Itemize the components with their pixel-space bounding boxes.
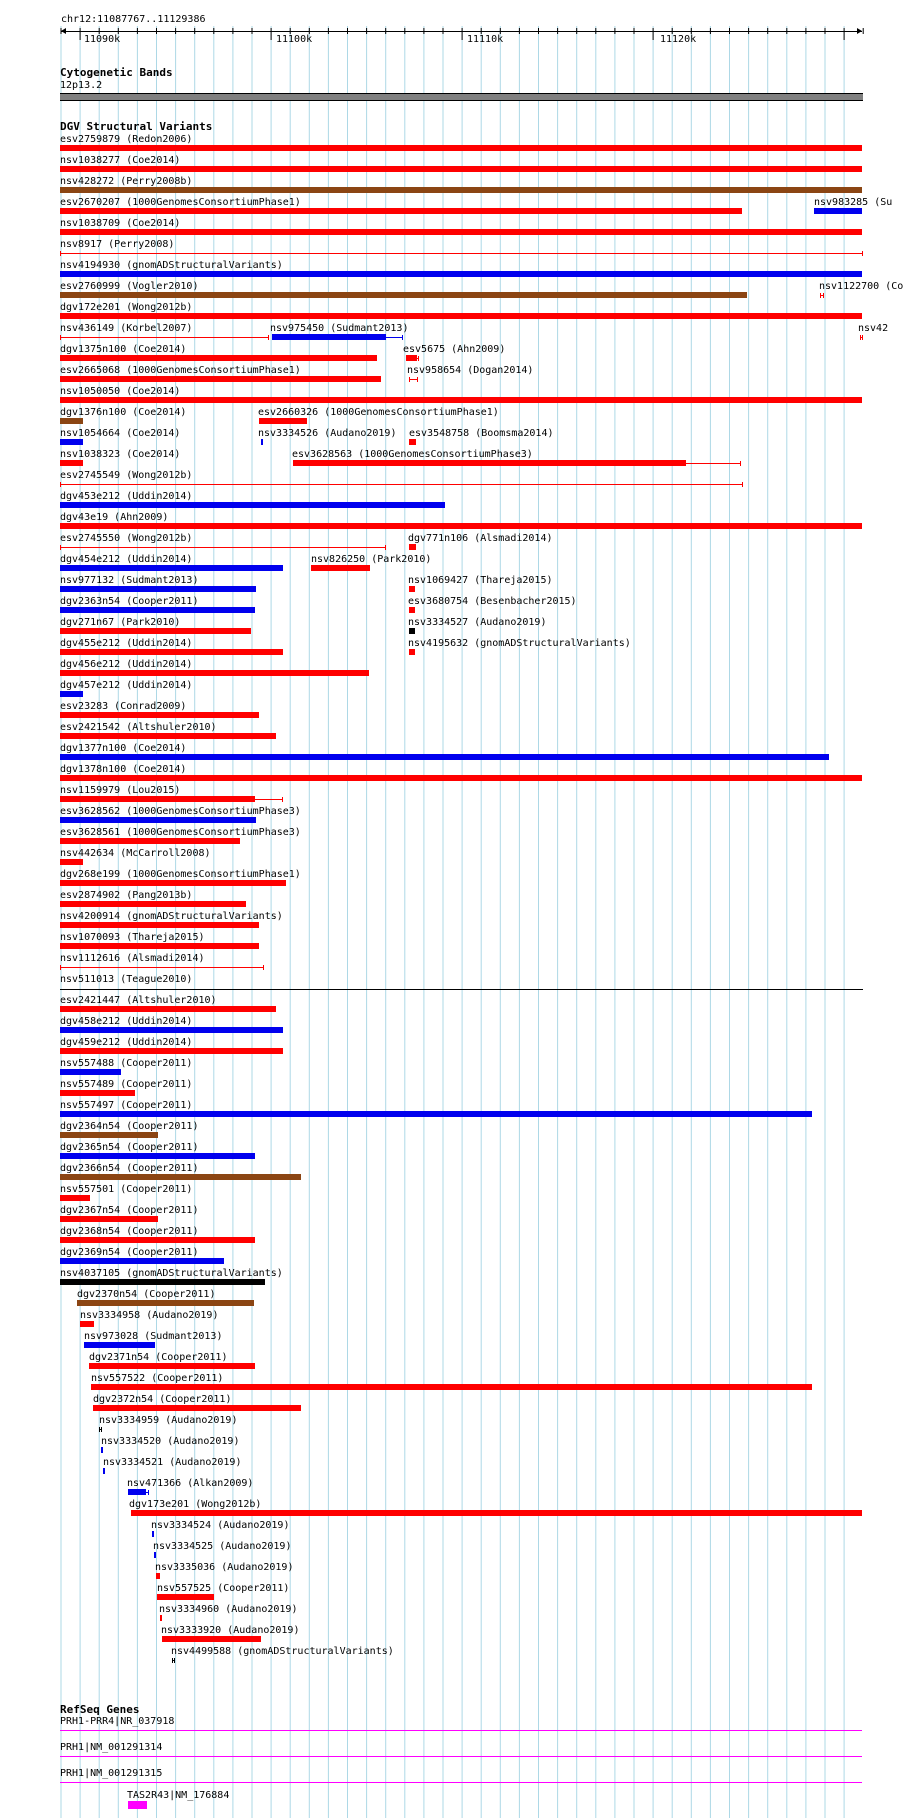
cytoband-label: 12p13.2 bbox=[60, 80, 103, 91]
dgv-feature-label[interactable]: dgv2363n54 (Cooper2011) bbox=[60, 596, 199, 607]
dgv-feature-label[interactable]: nsv3334960 (Audano2019) bbox=[159, 1604, 298, 1615]
dgv-feature-label[interactable]: nsv3334520 (Audano2019) bbox=[101, 1436, 240, 1447]
dgv-feature-cap bbox=[60, 335, 61, 340]
dgv-feature-bar[interactable] bbox=[406, 355, 417, 361]
dgv-feature-label[interactable]: nsv42 bbox=[858, 323, 889, 334]
dgv-feature-label[interactable]: nsv977132 (Sudmant2013) bbox=[60, 575, 199, 586]
dgv-feature-cap bbox=[740, 461, 741, 466]
dgv-feature-cap bbox=[823, 293, 824, 298]
dgv-feature-label[interactable]: esv2421542 (Altshuler2010) bbox=[60, 722, 217, 733]
dgv-feature-label[interactable]: nsv1038277 (Coe2014) bbox=[60, 155, 181, 166]
dgv-feature-label[interactable]: esv5675 (Ahn2009) bbox=[403, 344, 506, 355]
dgv-feature-label[interactable]: esv3548758 (Boomsma2014) bbox=[409, 428, 554, 439]
dgv-feature-label[interactable]: esv3680754 (Besenbacher2015) bbox=[408, 596, 577, 607]
dgv-feature-label[interactable]: nsv1122700 (Co bbox=[819, 281, 903, 292]
dgv-feature-cap bbox=[60, 545, 61, 550]
dgv-feature-label[interactable]: esv2760999 (Vogler2010) bbox=[60, 281, 199, 292]
dgv-feature-label[interactable]: dgv453e212 (Uddin2014) bbox=[60, 491, 193, 502]
dgv-feature-label[interactable]: nsv428272 (Perry2008b) bbox=[60, 176, 193, 187]
dgv-feature-label[interactable]: dgv1375n100 (Coe2014) bbox=[60, 344, 187, 355]
dgv-feature-bar[interactable] bbox=[80, 1321, 94, 1327]
dgv-feature-label[interactable]: nsv557489 (Cooper2011) bbox=[60, 1079, 193, 1090]
dgv-feature-label[interactable]: esv2660326 (1000GenomesConsortiumPhase1) bbox=[258, 407, 499, 418]
dgv-feature-bar[interactable] bbox=[60, 733, 276, 739]
dgv-feature-bar[interactable] bbox=[60, 460, 83, 466]
dgv-feature-line[interactable] bbox=[409, 379, 417, 380]
dgv-feature-bar[interactable] bbox=[60, 796, 255, 802]
dgv-feature-bar[interactable] bbox=[154, 1552, 156, 1558]
dgv-feature-bar[interactable] bbox=[131, 1510, 862, 1516]
dgv-feature-label[interactable]: dgv2372n54 (Cooper2011) bbox=[93, 1394, 232, 1405]
dgv-feature-label[interactable]: nsv1112616 (Alsmadi2014) bbox=[60, 953, 205, 964]
dgv-feature-label[interactable]: dgv457e212 (Uddin2014) bbox=[60, 680, 193, 691]
dgv-feature-bar[interactable] bbox=[60, 1069, 121, 1075]
dgv-feature-label[interactable]: nsv983285 (Su bbox=[814, 197, 893, 208]
dgv-feature-label[interactable]: dgv455e212 (Uddin2014) bbox=[60, 638, 193, 649]
dgv-feature-label[interactable]: nsv557497 (Cooper2011) bbox=[60, 1100, 193, 1111]
dgv-feature-label[interactable]: esv3628561 (1000GenomesConsortiumPhase3) bbox=[60, 827, 301, 838]
dgv-feature-label[interactable]: esv3628563 (1000GenomesConsortiumPhase3) bbox=[292, 449, 533, 460]
dgv-feature-line[interactable] bbox=[60, 337, 268, 338]
dgv-feature-bar[interactable] bbox=[409, 607, 415, 613]
dgv-feature-bar[interactable] bbox=[60, 1111, 812, 1117]
dgv-feature-label[interactable]: nsv1038323 (Coe2014) bbox=[60, 449, 181, 460]
dgv-feature-bar[interactable] bbox=[60, 229, 862, 235]
dgv-feature-bar[interactable] bbox=[156, 1573, 160, 1579]
dgv-feature-bar[interactable] bbox=[60, 586, 256, 592]
dgv-feature-bar[interactable] bbox=[409, 649, 415, 655]
dgv-feature-bar[interactable] bbox=[60, 670, 369, 676]
dgv-feature-label[interactable]: nsv1054664 (Coe2014) bbox=[60, 428, 181, 439]
dgv-feature-bar[interactable] bbox=[89, 1363, 255, 1369]
dgv-feature-label[interactable]: nsv442634 (McCarroll2008) bbox=[60, 848, 211, 859]
dgv-feature-bar[interactable] bbox=[60, 439, 83, 445]
dgv-feature-label[interactable]: dgv2370n54 (Cooper2011) bbox=[77, 1289, 216, 1300]
scroll-right-arrow[interactable] bbox=[857, 28, 862, 34]
refseq-track-title: RefSeq Genes bbox=[60, 1703, 140, 1716]
ruler-tick-label: 11110k bbox=[467, 34, 504, 45]
dgv-feature-bar[interactable] bbox=[60, 355, 377, 361]
dgv-feature-label[interactable]: dgv271n67 (Park2010) bbox=[60, 617, 181, 628]
dgv-feature-bar[interactable] bbox=[60, 1216, 158, 1222]
dgv-feature-label[interactable]: nsv3334526 (Audano2019) bbox=[258, 428, 397, 439]
dgv-feature-bar[interactable] bbox=[60, 607, 255, 613]
dgv-feature-bar[interactable] bbox=[60, 922, 259, 928]
dgv-feature-bar[interactable] bbox=[261, 439, 263, 445]
dgv-feature-bar[interactable] bbox=[60, 145, 862, 151]
dgv-feature-cap bbox=[174, 1658, 175, 1663]
dgv-feature-cap bbox=[860, 335, 861, 340]
dgv-feature-label[interactable]: nsv4037105 (gnomADStructuralVariants) bbox=[60, 1268, 283, 1279]
dgv-feature-label[interactable]: nsv1050050 (Coe2014) bbox=[60, 386, 181, 397]
dgv-feature-label[interactable]: nsv557522 (Cooper2011) bbox=[91, 1373, 224, 1384]
refseq-gene-label[interactable]: TAS2R43|NM_176884 bbox=[127, 1790, 230, 1801]
dgv-feature-label[interactable]: nsv557501 (Cooper2011) bbox=[60, 1184, 193, 1195]
dgv-feature-cap bbox=[99, 1427, 100, 1432]
dgv-feature-bar[interactable] bbox=[272, 334, 386, 340]
dgv-feature-cap bbox=[402, 335, 403, 340]
dgv-feature-label[interactable]: nsv4200914 (gnomADStructuralVariants) bbox=[60, 911, 283, 922]
dgv-feature-label[interactable]: esv2745549 (Wong2012b) bbox=[60, 470, 193, 481]
dgv-feature-bar[interactable] bbox=[60, 1048, 283, 1054]
dgv-feature-bar[interactable] bbox=[152, 1531, 154, 1537]
dgv-feature-label[interactable]: dgv456e212 (Uddin2014) bbox=[60, 659, 193, 670]
track-separator bbox=[60, 989, 863, 990]
dgv-feature-line[interactable] bbox=[60, 967, 263, 968]
dgv-feature-bar[interactable] bbox=[409, 544, 416, 550]
refseq-gene-label[interactable]: PRH1|NM_001291315 bbox=[60, 1768, 163, 1779]
dgv-feature-label[interactable]: dgv2371n54 (Cooper2011) bbox=[89, 1352, 228, 1363]
dgv-feature-bar[interactable] bbox=[101, 1447, 103, 1453]
dgv-feature-bar[interactable] bbox=[409, 586, 415, 592]
dgv-feature-cap bbox=[820, 293, 821, 298]
refseq-gene-line[interactable] bbox=[60, 1730, 862, 1731]
dgv-feature-bar[interactable] bbox=[60, 565, 283, 571]
dgv-feature-bar[interactable] bbox=[60, 1090, 135, 1096]
dgv-feature-bar[interactable] bbox=[60, 1132, 158, 1138]
dgv-feature-label[interactable]: dgv173e201 (Wong2012b) bbox=[129, 1499, 262, 1510]
dgv-feature-bar[interactable] bbox=[84, 1342, 155, 1348]
dgv-feature-line bbox=[686, 463, 740, 464]
dgv-feature-label[interactable]: dgv459e212 (Uddin2014) bbox=[60, 1037, 193, 1048]
dgv-feature-label[interactable]: dgv771n106 (Alsmadi2014) bbox=[408, 533, 553, 544]
dgv-feature-bar[interactable] bbox=[60, 1258, 224, 1264]
dgv-feature-label[interactable]: nsv1069427 (Thareja2015) bbox=[408, 575, 553, 586]
dgv-track-title: DGV Structural Variants bbox=[60, 120, 213, 133]
dgv-feature-cap bbox=[263, 965, 264, 970]
dgv-feature-cap bbox=[282, 797, 283, 802]
dgv-feature-bar[interactable] bbox=[93, 1405, 301, 1411]
dgv-feature-bar[interactable] bbox=[60, 208, 742, 214]
dgv-feature-bar[interactable] bbox=[60, 880, 286, 886]
dgv-feature-cap bbox=[101, 1427, 102, 1432]
dgv-feature-bar[interactable] bbox=[157, 1594, 214, 1600]
dgv-feature-cap bbox=[172, 1658, 173, 1663]
refseq-gene-label[interactable]: PRH1|NM_001291314 bbox=[60, 1742, 163, 1753]
dgv-feature-label[interactable]: dgv1378n100 (Coe2014) bbox=[60, 764, 187, 775]
refseq-gene-label[interactable]: PRH1-PRR4|NR_037918 bbox=[60, 1716, 175, 1727]
dgv-feature-bar[interactable] bbox=[160, 1615, 162, 1621]
dgv-feature-bar[interactable] bbox=[60, 1237, 255, 1243]
dgv-feature-label[interactable]: dgv2367n54 (Cooper2011) bbox=[60, 1205, 199, 1216]
dgv-feature-label[interactable]: nsv1070093 (Thareja2015) bbox=[60, 932, 205, 943]
dgv-feature-label[interactable]: nsv3334521 (Audano2019) bbox=[103, 1457, 242, 1468]
dgv-feature-label[interactable]: nsv973028 (Sudmant2013) bbox=[84, 1331, 223, 1342]
dgv-feature-cap bbox=[60, 482, 61, 487]
dgv-feature-label[interactable]: dgv1376n100 (Coe2014) bbox=[60, 407, 187, 418]
dgv-feature-line bbox=[386, 337, 402, 338]
dgv-feature-bar[interactable] bbox=[60, 523, 862, 529]
dgv-feature-label[interactable]: nsv826250 (Park2010) bbox=[311, 554, 432, 565]
dgv-feature-bar[interactable] bbox=[60, 1153, 255, 1159]
dgv-feature-bar[interactable] bbox=[409, 628, 415, 634]
dgv-feature-label[interactable]: nsv1159979 (Lou2015) bbox=[60, 785, 181, 796]
dgv-feature-label[interactable]: nsv4195632 (gnomADStructuralVariants) bbox=[408, 638, 631, 649]
dgv-feature-label[interactable]: esv2665068 (1000GenomesConsortiumPhase1) bbox=[60, 365, 301, 376]
dgv-feature-label[interactable]: dgv454e212 (Uddin2014) bbox=[60, 554, 193, 565]
dgv-feature-bar[interactable] bbox=[60, 1279, 265, 1285]
dgv-feature-label[interactable]: nsv1038709 (Coe2014) bbox=[60, 218, 181, 229]
ruler-axis bbox=[61, 31, 862, 32]
refseq-gene-exon[interactable] bbox=[128, 1801, 147, 1809]
dgv-feature-line[interactable] bbox=[60, 253, 862, 254]
dgv-feature-bar[interactable] bbox=[60, 292, 747, 298]
dgv-feature-bar[interactable] bbox=[814, 208, 862, 214]
refseq-gene-line[interactable] bbox=[60, 1756, 862, 1757]
dgv-feature-bar[interactable] bbox=[60, 1006, 276, 1012]
dgv-feature-cap bbox=[385, 545, 386, 550]
dgv-feature-label[interactable]: nsv975450 (Sudmant2013) bbox=[270, 323, 409, 334]
cytoband-track-title: Cytogenetic Bands bbox=[60, 66, 173, 79]
dgv-feature-label[interactable]: nsv4194930 (gnomADStructuralVariants) bbox=[60, 260, 283, 271]
dgv-feature-label[interactable]: nsv3334527 (Audano2019) bbox=[408, 617, 547, 628]
dgv-feature-bar[interactable] bbox=[60, 1027, 283, 1033]
dgv-feature-bar[interactable] bbox=[60, 397, 862, 403]
dgv-feature-bar[interactable] bbox=[60, 376, 381, 382]
dgv-feature-bar[interactable] bbox=[60, 166, 862, 172]
dgv-feature-bar[interactable] bbox=[128, 1489, 146, 1495]
dgv-feature-label[interactable]: dgv2368n54 (Cooper2011) bbox=[60, 1226, 199, 1237]
dgv-feature-label[interactable]: nsv3334524 (Audano2019) bbox=[151, 1520, 290, 1531]
dgv-feature-line bbox=[255, 799, 282, 800]
dgv-feature-label[interactable]: nsv3334958 (Audano2019) bbox=[80, 1310, 219, 1321]
dgv-feature-line[interactable] bbox=[60, 484, 742, 485]
dgv-feature-label[interactable]: dgv458e212 (Uddin2014) bbox=[60, 1016, 193, 1027]
ruler-tick-label: 11120k bbox=[660, 34, 697, 45]
dgv-feature-label[interactable]: nsv436149 (Korbel2007) bbox=[60, 323, 193, 334]
dgv-feature-bar[interactable] bbox=[60, 502, 445, 508]
dgv-feature-label[interactable]: dgv43e19 (Ahn2009) bbox=[60, 512, 169, 523]
dgv-feature-bar[interactable] bbox=[311, 565, 370, 571]
scroll-left-arrow[interactable] bbox=[61, 28, 66, 34]
dgv-feature-label[interactable]: dgv2364n54 (Cooper2011) bbox=[60, 1121, 199, 1132]
dgv-feature-label[interactable]: esv23283 (Conrad2009) bbox=[60, 701, 187, 712]
dgv-feature-bar[interactable] bbox=[409, 439, 416, 445]
dgv-feature-bar[interactable] bbox=[60, 271, 862, 277]
refseq-gene-line[interactable] bbox=[60, 1782, 862, 1783]
dgv-feature-label[interactable]: nsv958654 (Dogan2014) bbox=[407, 365, 534, 376]
dgv-feature-label[interactable]: esv2745550 (Wong2012b) bbox=[60, 533, 193, 544]
ruler-tick-label: 11100k bbox=[276, 34, 313, 45]
dgv-feature-bar[interactable] bbox=[60, 712, 259, 718]
dgv-feature-cap bbox=[862, 335, 863, 340]
dgv-feature-label[interactable]: nsv3335036 (Audano2019) bbox=[155, 1562, 294, 1573]
dgv-feature-cap bbox=[418, 356, 419, 361]
dgv-feature-bar[interactable] bbox=[60, 649, 283, 655]
dgv-feature-cap bbox=[409, 377, 410, 382]
dgv-feature-cap bbox=[742, 482, 743, 487]
dgv-feature-bar[interactable] bbox=[60, 754, 829, 760]
dgv-feature-bar[interactable] bbox=[293, 460, 686, 466]
dgv-feature-bar[interactable] bbox=[60, 313, 862, 319]
dgv-feature-bar[interactable] bbox=[91, 1384, 812, 1390]
dgv-feature-label[interactable]: nsv3334959 (Audano2019) bbox=[99, 1415, 238, 1426]
dgv-feature-cap bbox=[268, 335, 269, 340]
dgv-feature-label[interactable]: nsv557525 (Cooper2011) bbox=[157, 1583, 290, 1594]
dgv-feature-bar[interactable] bbox=[60, 901, 246, 907]
dgv-feature-bar[interactable] bbox=[60, 775, 862, 781]
dgv-feature-bar[interactable] bbox=[60, 817, 256, 823]
dgv-feature-bar[interactable] bbox=[60, 691, 83, 697]
dgv-feature-label[interactable]: dgv268e199 (1000GenomesConsortiumPhase1) bbox=[60, 869, 301, 880]
cytoband-bar[interactable] bbox=[60, 93, 863, 101]
dgv-feature-label[interactable]: nsv557488 (Cooper2011) bbox=[60, 1058, 193, 1069]
dgv-feature-label[interactable]: esv2421447 (Altshuler2010) bbox=[60, 995, 217, 1006]
dgv-feature-cap bbox=[60, 965, 61, 970]
dgv-feature-label[interactable]: dgv2365n54 (Cooper2011) bbox=[60, 1142, 199, 1153]
dgv-feature-cap bbox=[60, 251, 61, 256]
dgv-feature-cap bbox=[417, 377, 418, 382]
dgv-feature-label[interactable]: esv2670207 (1000GenomesConsortiumPhase1) bbox=[60, 197, 301, 208]
dgv-feature-bar[interactable] bbox=[60, 418, 83, 424]
dgv-feature-bar[interactable] bbox=[103, 1468, 105, 1474]
dgv-feature-label[interactable]: nsv4499588 (gnomADStructuralVariants) bbox=[171, 1646, 394, 1657]
dgv-feature-line[interactable] bbox=[60, 547, 385, 548]
dgv-feature-bar[interactable] bbox=[162, 1636, 261, 1642]
dgv-feature-bar[interactable] bbox=[60, 859, 83, 865]
dgv-feature-bar[interactable] bbox=[60, 628, 251, 634]
dgv-feature-label[interactable]: dgv1377n100 (Coe2014) bbox=[60, 743, 187, 754]
dgv-feature-cap bbox=[148, 1490, 149, 1495]
dgv-feature-label[interactable]: dgv2369n54 (Cooper2011) bbox=[60, 1247, 199, 1258]
dgv-feature-label[interactable]: nsv511013 (Teague2010) bbox=[60, 974, 193, 985]
dgv-feature-bar[interactable] bbox=[60, 838, 240, 844]
dgv-feature-label[interactable]: nsv3333920 (Audano2019) bbox=[161, 1625, 300, 1636]
dgv-feature-label[interactable]: dgv2366n54 (Cooper2011) bbox=[60, 1163, 199, 1174]
dgv-feature-bar[interactable] bbox=[77, 1300, 254, 1306]
dgv-feature-label[interactable]: nsv8917 (Perry2008) bbox=[60, 239, 175, 250]
dgv-feature-bar[interactable] bbox=[60, 1174, 301, 1180]
dgv-feature-label[interactable]: esv2874902 (Pang2013b) bbox=[60, 890, 193, 901]
dgv-feature-bar[interactable] bbox=[60, 1195, 90, 1201]
dgv-feature-label[interactable]: nsv471366 (Alkan2009) bbox=[127, 1478, 254, 1489]
dgv-feature-label[interactable]: esv2759879 (Redon2006) bbox=[60, 134, 193, 145]
dgv-feature-cap bbox=[862, 251, 863, 256]
dgv-feature-bar[interactable] bbox=[60, 943, 259, 949]
dgv-feature-label[interactable]: esv3628562 (1000GenomesConsortiumPhase3) bbox=[60, 806, 301, 817]
dgv-feature-label[interactable]: dgv172e201 (Wong2012b) bbox=[60, 302, 193, 313]
ruler-tick-label: 11090k bbox=[84, 34, 121, 45]
dgv-feature-bar[interactable] bbox=[259, 418, 307, 424]
location-label: chr12:11087767..11129386 bbox=[61, 14, 206, 25]
dgv-feature-bar[interactable] bbox=[60, 187, 862, 193]
dgv-feature-label[interactable]: nsv3334525 (Audano2019) bbox=[153, 1541, 292, 1552]
